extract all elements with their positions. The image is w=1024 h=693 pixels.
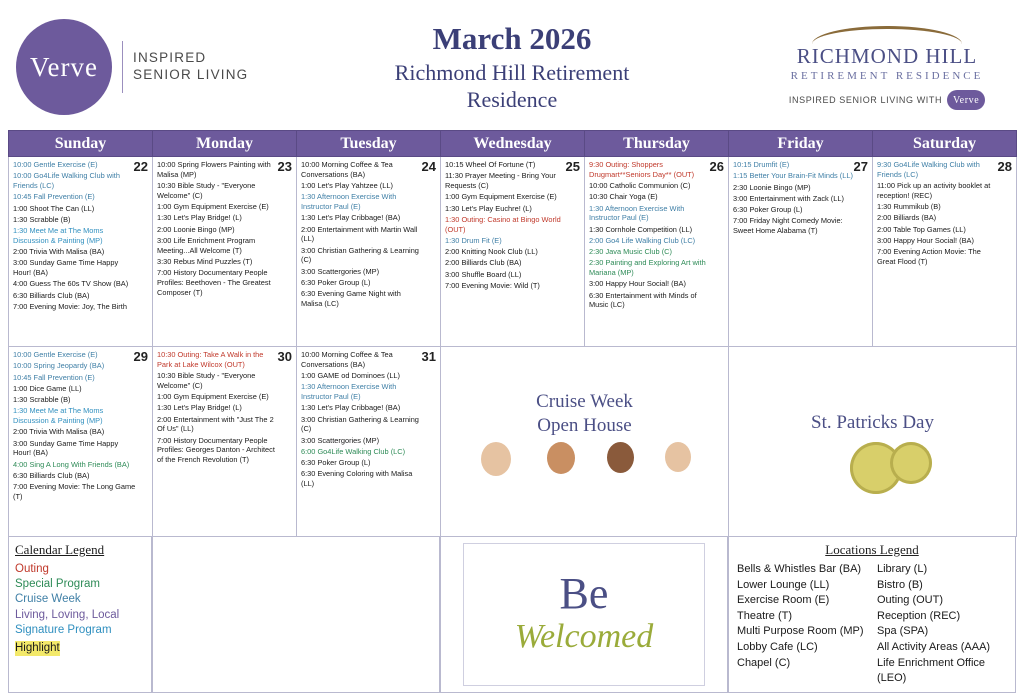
calendar-event[interactable]: 11:00 Pick up an activity booklet at reception! (REC) [877, 181, 991, 200]
residence-name-line1: Richmond Hill Retirement [394, 59, 630, 85]
calendar-event[interactable]: 1:30 Cornhole Competition (LL) [589, 224, 693, 234]
calendar-month-title: March 2026 [432, 20, 592, 56]
locations-legend [728, 537, 1016, 693]
calendar-event[interactable]: 1:00 Shoot The Can (LL) [13, 203, 95, 213]
calendar-event[interactable]: 2:30 Java Music Club (C) [589, 247, 672, 257]
person-head [481, 442, 511, 476]
calendar-legend [8, 537, 152, 693]
calendar-event[interactable]: 7:00 History Documentary People Profiles: Georges Danton - Architect of the French Revolution (T) [157, 435, 275, 465]
st-patricks-caption: St. Patricks Day [811, 411, 934, 433]
calendar-legend-item: Cruise Week [15, 593, 81, 606]
day-number: 24 [421, 159, 436, 174]
location-legend-item: Lower Lounge (LL) [737, 578, 830, 591]
calendar-event[interactable]: 1:00 GAME od Dominoes (LL) [301, 371, 400, 381]
calendar-event[interactable]: 2:00 Loonie Bingo (MP) [157, 224, 235, 234]
calendar-week-row-2 [9, 347, 1017, 537]
richmond-hill-footer [758, 90, 1016, 110]
person-head [547, 442, 575, 474]
calendar-event[interactable]: 1:30 Afternoon Exercise With Instructor Paul (E) [301, 192, 397, 212]
location-legend-item: All Activity Areas (AAA) [877, 641, 991, 654]
calendar-event[interactable]: 2:00 Table Top Games (LL) [877, 224, 966, 234]
calendar-event[interactable]: 1:30 Let's Play Bridge! (L) [157, 213, 242, 223]
person-head [665, 442, 691, 472]
calendar-event[interactable]: 10:30 Bible Study - "Everyone Welcome" (C) [157, 181, 256, 200]
calendar-event[interactable]: 3:00 Shuffle Board (LL) [445, 269, 522, 279]
calendar-event[interactable]: 1:00 Gym Equipment Exercise (E) [157, 392, 269, 402]
calendar-grid [8, 130, 1017, 537]
day-number: 27 [853, 159, 868, 174]
verve-tagline-line1: INSPIRED [133, 50, 207, 66]
calendar-event[interactable]: 2:30 Painting and Exploring Art with Mariana (MP) [589, 258, 706, 278]
day-number: 25 [565, 159, 580, 174]
verve-logo [8, 19, 266, 115]
calendar-event[interactable]: 6:30 Poker Group (L) [733, 205, 803, 215]
locations-legend-columns [737, 562, 1007, 687]
day-header-friday: Friday [729, 131, 873, 157]
calendar-event[interactable]: 6:30 Billiards Club (BA) [13, 470, 90, 480]
day-number: 28 [997, 159, 1012, 174]
day-header-thursday: Thursday [585, 131, 729, 157]
calendar-event[interactable]: 1:30 Drum Fit (E) [445, 235, 502, 245]
calendar-event[interactable]: 2:00 Entertainment with "Just The 2 Of Us" (LL) [157, 414, 274, 434]
location-legend-item: Lobby Cafe (LC) [737, 641, 818, 654]
gold-coin-icon [890, 442, 932, 484]
calendar-event[interactable]: 3:00 Entertainment with Zack (LL) [733, 193, 844, 203]
calendar-event[interactable]: 1:30 Meet Me at The Moms Discussion & Painting (MP) [13, 406, 104, 426]
calendar-event[interactable]: 4:00 Sing A Long With Friends (BA) [13, 459, 130, 469]
calendar-event[interactable]: 3:00 Scattergories (MP) [301, 266, 380, 276]
calendar-event[interactable]: 6:30 Evening Coloring with Malisa (LL) [301, 469, 413, 489]
day-cell[interactable] [153, 157, 297, 347]
calendar-event[interactable]: 4:00 Guess The 60s TV Show (BA) [13, 279, 129, 289]
calendar-event[interactable]: 7:00 Evening Movie: The Long Game (T) [13, 482, 136, 501]
calendar-event[interactable]: 1:00 Dice Game (LL) [13, 383, 82, 393]
calendar-day-header-row [9, 131, 1017, 157]
page-title [266, 21, 758, 114]
location-legend-item: Chapel (C) [737, 656, 791, 669]
verve-logo-mark: Verve [16, 19, 112, 115]
day-cell[interactable] [729, 157, 873, 347]
calendar-event[interactable]: 1:30 Outing: Casino at Bingo World (OUT) [445, 214, 561, 234]
calendar-event[interactable]: 3:00 Sunday Game Time Happy Hour! (BA) [13, 438, 119, 458]
be-welcomed-script: Welcomed [514, 618, 654, 656]
cruise-week-caption [441, 390, 728, 438]
calendar-event[interactable]: 10:00 Spring Jeopardy (BA) [13, 361, 105, 371]
day-header-sunday: Sunday [9, 131, 153, 157]
calendar-event[interactable]: 3:00 Happy Hour Social! (BA) [877, 235, 974, 245]
st-patricks-photo [729, 347, 1017, 537]
calendar-event[interactable]: 2:00 Trivia With Malisa (BA) [13, 247, 105, 257]
day-cell[interactable] [297, 157, 441, 347]
calendar-event[interactable]: 3:00 Life Enrichment Program Meeting...All Welcome (T) [157, 235, 256, 255]
location-legend-item: Bells & Whistles Bar (BA) [737, 563, 862, 575]
calendar-event[interactable]: 6:30 Entertainment with Minds of Music (LC) [589, 290, 697, 310]
calendar-event[interactable]: 10:45 Fall Prevention (E) [13, 372, 95, 382]
location-legend-item: Life Enrichment Office (LEO) [877, 656, 986, 685]
richmond-hill-subtitle: RETIREMENT RESIDENCE [790, 70, 984, 82]
calendar-event[interactable]: 10:30 Chair Yoga (E) [589, 192, 658, 202]
calendar-event[interactable]: 10:00 Morning Coffee & Tea Conversations (BA) [301, 160, 393, 179]
calendar-event[interactable]: 1:30 Meet Me at The Moms Discussion & Painting (MP) [13, 226, 104, 245]
calendar-event[interactable]: 10:45 Fall Prevention (E) [13, 192, 95, 202]
calendar-event[interactable]: 9:30 Outing: Shoppers Drugmart**Seniors Day** (OUT) [589, 160, 695, 179]
location-legend-item: Multi Purpose Room (MP) [737, 625, 864, 638]
day-number: 29 [133, 349, 148, 364]
location-legend-item: Reception (REC) [877, 609, 961, 622]
richmond-hill-name: RICHMOND HILL [796, 44, 978, 68]
cruise-caption-line1: Cruise Week [536, 391, 633, 412]
locations-legend-left-column [737, 562, 867, 687]
calendar-event[interactable]: 6:30 Poker Group (L) [301, 277, 371, 287]
location-legend-item: Spa (SPA) [877, 625, 929, 638]
day-cell[interactable] [297, 347, 441, 537]
day-header-monday: Monday [153, 131, 297, 157]
day-number: 31 [421, 349, 436, 364]
day-header-tuesday: Tuesday [297, 131, 441, 157]
day-cell[interactable] [441, 157, 585, 347]
day-number: 26 [709, 159, 724, 174]
location-legend-item: Exercise Room (E) [737, 594, 830, 607]
calendar-event[interactable]: 7:00 Friday Night Comedy Movie: Sweet Home Alabama (T) [733, 216, 843, 236]
logo-divider [122, 41, 123, 93]
richmond-hill-logo [758, 24, 1016, 110]
calendar-legend-item: Outing [15, 563, 49, 575]
calendar-event[interactable]: 3:00 Sunday Game Time Happy Hour! (BA) [13, 258, 119, 278]
calendar-event[interactable]: 10:30 Outing: Take A Walk in the Park at Lake Wilcox (OUT) [157, 350, 264, 369]
day-header-saturday: Saturday [873, 131, 1017, 157]
day-cell[interactable] [585, 157, 729, 347]
page-header [0, 0, 1024, 130]
locations-legend-title: Locations Legend [825, 542, 919, 557]
calendar-event[interactable]: 2:00 Trivia With Malisa (BA) [13, 427, 105, 437]
calendar-event[interactable]: 1:30 Let's Play Euchre! (L) [445, 203, 532, 213]
calendar-event[interactable]: 7:00 Evening Movie: Joy, The Birth [13, 301, 127, 311]
calendar-event[interactable]: 2:30 Loonie Bingo (MP) [733, 182, 811, 192]
calendar-event[interactable]: 2:00 Go4 Life Walking Club (LC) [589, 235, 696, 245]
calendar-event[interactable]: 10:00 Go4Life Walking Club with Friends (LC) [13, 171, 120, 191]
location-legend-item: Library (L) [877, 563, 928, 575]
calendar-event[interactable]: 2:00 Billiards (BA) [877, 213, 937, 223]
calendar-event[interactable]: 1:15 Better Your Brain-Fit Minds (LL) [733, 171, 853, 181]
calendar-event[interactable]: 3:00 Christian Gathering & Learning (C) [301, 414, 419, 434]
calendar-event[interactable]: 1:00 Let's Play Yahtzee (LL) [301, 181, 393, 191]
calendar-legend-title: Calendar Legend [15, 542, 105, 557]
calendar-event[interactable]: 1:30 Let's Play Bridge! (L) [157, 403, 242, 413]
calendar-event[interactable]: 3:00 Happy Hour Social! (BA) [589, 279, 686, 289]
calendar-legend-item: Highlight [15, 641, 60, 656]
day-cell[interactable] [153, 347, 297, 537]
location-legend-item: Outing (OUT) [877, 594, 944, 607]
location-legend-item: Bistro (B) [877, 578, 923, 591]
calendar-event[interactable]: 1:30 Rummikub (B) [877, 202, 941, 212]
location-legend-item: Theatre (T) [737, 609, 793, 622]
calendar-event[interactable]: 10:00 Morning Coffee & Tea Conversations (BA) [301, 350, 393, 369]
arc-decoration-icon [812, 26, 962, 44]
calendar-legend-item: Living, Loving, Local [15, 608, 120, 621]
day-cell[interactable] [9, 347, 153, 537]
calendar-event[interactable]: 3:00 Scattergories (MP) [301, 435, 380, 445]
calendar-event[interactable]: 10:15 Wheel Of Fortune (T) [445, 160, 536, 169]
calendar-event[interactable]: 2:00 Entertainment with Martin Wall (LL) [301, 224, 418, 244]
footer-spacer-left [152, 537, 440, 693]
calendar-event[interactable]: 1:30 Scrabble (B) [13, 395, 71, 405]
calendar-event[interactable]: 1:30 Let's Play Cribbage! (BA) [301, 213, 401, 223]
calendar-event[interactable]: 2:00 Knitting Nook Club (LL) [445, 247, 538, 257]
day-cell[interactable] [873, 157, 1017, 347]
verve-mini-logo: Verve [947, 90, 985, 110]
cruise-week-photo [441, 347, 729, 537]
calendar-event[interactable]: 9:30 Go4Life Walking Club with Friends (LC) [877, 160, 980, 179]
calendar-event[interactable]: 10:00 Catholic Communion (C) [589, 181, 691, 191]
verve-tagline [133, 50, 248, 84]
calendar-event[interactable]: 10:00 Spring Flowers Painting with Malisa (MP) [157, 160, 271, 179]
calendar-event[interactable]: 1:30 Let's Play Cribbage! (BA) [301, 403, 401, 413]
calendar-event[interactable]: 2:00 Billiards Club (BA) [445, 258, 522, 268]
day-cell[interactable] [9, 157, 153, 347]
calendar-event[interactable]: 6:30 Billiards Club (BA) [13, 290, 90, 300]
calendar-legend-items [15, 562, 145, 656]
calendar-event[interactable]: 3:00 Christian Gathering & Learning (C) [301, 245, 419, 265]
calendar-event[interactable]: 7:00 Evening Action Movie: The Great Flood (T) [877, 247, 981, 266]
calendar-event[interactable]: 6:00 Go4Life Walking Club (LC) [301, 446, 406, 456]
day-header-wednesday: Wednesday [441, 131, 585, 157]
calendar-event[interactable]: 7:00 History Documentary People Profiles: Beethoven - The Greatest Composer (T) [157, 268, 271, 297]
be-welcomed-word: Be [559, 569, 609, 619]
be-welcomed-panel [440, 537, 728, 693]
cruise-caption-line2: Open House [537, 414, 632, 436]
calendar-legend-item: Special Program [15, 578, 101, 591]
calendar-event[interactable]: 1:30 Scrabble (B) [13, 214, 71, 224]
person-head [607, 442, 634, 473]
calendar-event[interactable]: 10:15 Drumfit (E) [733, 160, 790, 169]
calendar-event[interactable]: 11:30 Prayer Meeting - Bring Your Requests (C) [445, 171, 556, 191]
richmond-hill-footer-text: INSPIRED SENIOR LIVING WITH [788, 95, 943, 105]
residence-name-line2: Residence [466, 87, 558, 112]
verve-tagline-line2: SENIOR LIVING [133, 67, 249, 82]
calendar-legend-item: Signature Program [15, 623, 112, 636]
calendar-event[interactable]: 6:30 Poker Group (L) [301, 458, 371, 468]
be-welcomed-frame [463, 543, 705, 686]
calendar-event[interactable]: 10:30 Bible Study - "Everyone Welcome" (C) [157, 371, 256, 390]
day-number: 23 [277, 159, 292, 174]
calendar-event[interactable]: 10:00 Gentle Exercise (E) [13, 160, 98, 169]
calendar-event[interactable]: 1:30 Afternoon Exercise With Instructor Paul (E) [589, 203, 685, 223]
calendar-event[interactable]: 1:00 Gym Equipment Exercise (E) [157, 202, 269, 212]
day-number: 30 [277, 349, 292, 364]
page-footer [8, 537, 1016, 693]
day-number: 22 [133, 159, 148, 174]
calendar-event[interactable]: 7:00 Evening Movie: Wild (T) [445, 280, 540, 290]
calendar-event[interactable]: 6:30 Evening Game Night with Malisa (LC) [301, 289, 401, 308]
calendar-event[interactable]: 1:00 Gym Equipment Exercise (E) [445, 192, 557, 202]
calendar-event[interactable]: 3:30 Rebus Mind Puzzles (T) [157, 256, 253, 266]
calendar-event[interactable]: 10:00 Gentle Exercise (E) [13, 350, 98, 359]
calendar-event[interactable]: 1:30 Afternoon Exercise With Instructor Paul (E) [301, 382, 397, 402]
locations-legend-right-column [877, 562, 1007, 687]
calendar-week-row-1 [9, 157, 1017, 347]
